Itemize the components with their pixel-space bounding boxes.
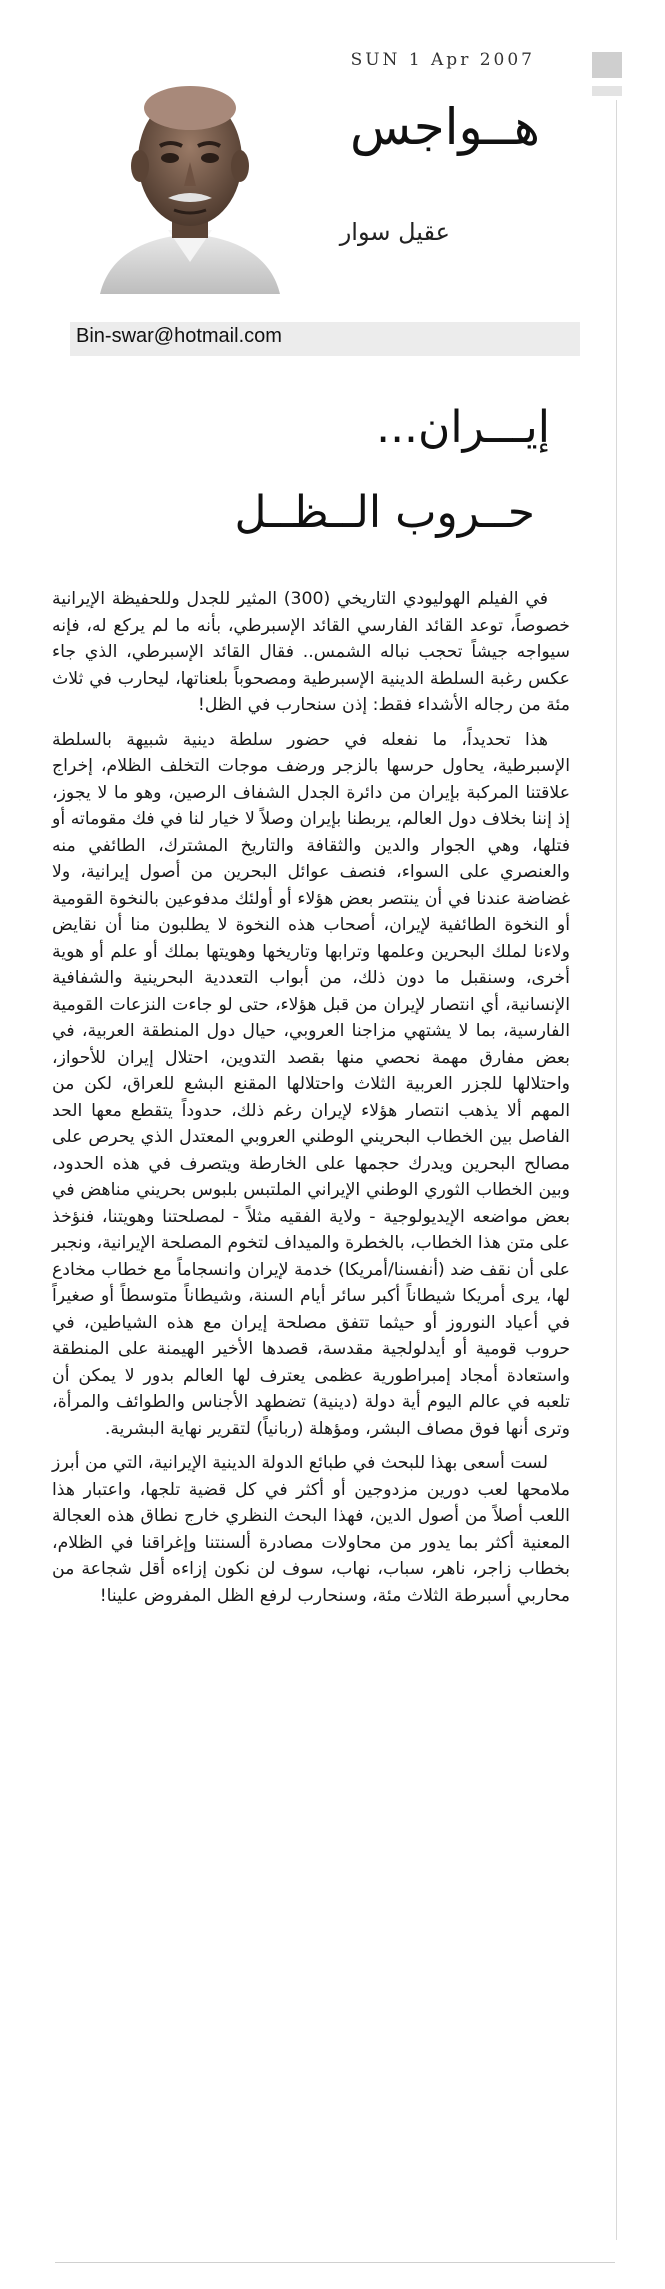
column-title: هــواجس (349, 98, 540, 156)
headline-line-1: إيـــران... (376, 402, 550, 453)
author-photo (90, 62, 290, 294)
margin-marker (592, 52, 622, 78)
article-paragraph-2: هذا تحديداً، ما نفعله في حضور سلطة دينية شبيهة بالسلطة الإسبرطية، يحاول حرسها بالزجر ورضف موجات التخلف الظلام، إخراج علاقتنا المركبة بإيران من دائرة الجدل الشفاف الرصين، وهو ما لا يجوز، إذ إننا بخلاف دول العالم، يربطنا بإيران وصلاً لا خيار لنا في فك مقوماته أو فتلها، وهي الجوار والدين والثقافة والتاريخ المشترك، الطائفي منه والعنصري على السواء، فنصف عوائل البحرين من أصول إيرانية، ولا غضاضة عندنا في أن ينتصر بعض هؤلاء أو أولئك مدفوعين بالنخوة القومية أو النخوة الطائفية لإيران، أصحاب هذه النخوة لا يطلبون منا أن نقايض ولاءنا لملك البحرين وعلمها وترابها وتاريخها وهويتها بملك أو علم أو هوية أخرى، وسنقبل ما دون ذلك، من أبواب التعددية البحرينية والشفافية الإنسانية، أي انتصار لإيران من قبل هؤلاء، حتى لو جاءت النزعات القومية الفارسية، بما لا يشتهي مزاجنا العروبي، حيال دول المنطقة العربية، في بعض مفارق مهمة نحصي منها بقصد التدوين، احتلال إيران للأحواز، واحتلالها للجزر العربية الثلاث واحتلالها المقنع البشع للعراق، لكن من المهم ألا يذهب انتصار هؤلاء لإيران رغم ذلك، حدوداً يتقطع معها الحد الفاصل بين الخطاب البحريني الوطني العروبي المعتدل الذي يحرص على مصالح البحرين ويدرك حجمها على الخارطة ويتصرف في هذه الحدود، وبين الخطاب الثوري الوطني الإيراني الملتبس بلبوس بحريني مناهض في بعض مواضعه الإيديولوجية - ولاية الفقيه مثلاً - لمصلحتنا وهويتنا، فنؤخذ على متن هذا الخطاب، بالخطرة والميداف لتخوم المصلحة الإيرانية، ونجبر على أن نقف ضد (أنفسنا/أمريكا) خدمة لإيران وانسجاماً مع خطاب مخادع لها، يرى أمريكا شيطاناً أكبر سائر أيام السنة، وشيطاناً متوسطاً أو صغيراً في أعياد النوروز أو حيثما تتفق مصلحة إيران مع هذه الشياطين، في حروب قومية أو أيدلولجية مقدسة، قصدها الأخير الهيمنة على المنطقة واستعادة أمجاد إمبراطورية عظمى يعترف لها العالم بدور لا يمكن أن تلعبه في عالم اليوم أية دولة (دينية) تضطهد الأجناس والطوائف والمرأة، وترى أنها فوق مصاف البشر، ومؤهلة (ربانياً) لتقرير نهاية البشرية. (52, 729, 570, 1439)
author-portrait-icon (90, 62, 290, 294)
publication-date: SUN 1 Apr 2007 (350, 50, 535, 70)
headline-line-2: حــروب الــظــل (234, 487, 535, 538)
column-divider (616, 100, 617, 2240)
author-email: Bin-swar@hotmail.com (76, 325, 282, 347)
article-paragraph-1: في الفيلم الهوليودي التاريخي (300) المثير للجدل وللحفيظة الإيرانية خصوصاً، توعد القائد الفارسي القائد الإسبرطي، بأنه ما لم يركع له، فإنه سيواجه جيشاً تحجب نباله الشمس.. فقال القائد الإسبرطي، الذي جاء عكس رغبة السلطة الدينية الإسبرطية ومصحوباً بلعناتها، ليحارب في ثلاث مئة من رجاله الأشداء فقط: إذن سنحارب في الظل! (52, 589, 570, 715)
article-paragraph-3: لست أسعى بهذا للبحث في طبائع الدولة الدينية الإيرانية، التي من أبرز ملامحها لعب دورين مزدوجين أو أكثر في كل قضية تلجها، واعتبار هذا اللعب أصلاً من أصول الدين، فهذا البحث النظري خارج نطاق هذه العجالة المعنية أكثر بما يدور من محاولات مصادرة ألسنتنا وإغراقنا في الظلام، بخطاب زاجر، ناهر، سباب، نهاب، سوف لن نكون إزاءه أقل شجاعة من محاربي أسبرطة الثلاث مئة، وسنحارب لرفع الظل المفروض علينا! (52, 1453, 570, 1606)
bottom-divider (55, 2262, 615, 2263)
author-name: عقيل سوار (339, 218, 450, 246)
margin-marker-small (592, 86, 622, 96)
article-body (52, 586, 570, 1617)
